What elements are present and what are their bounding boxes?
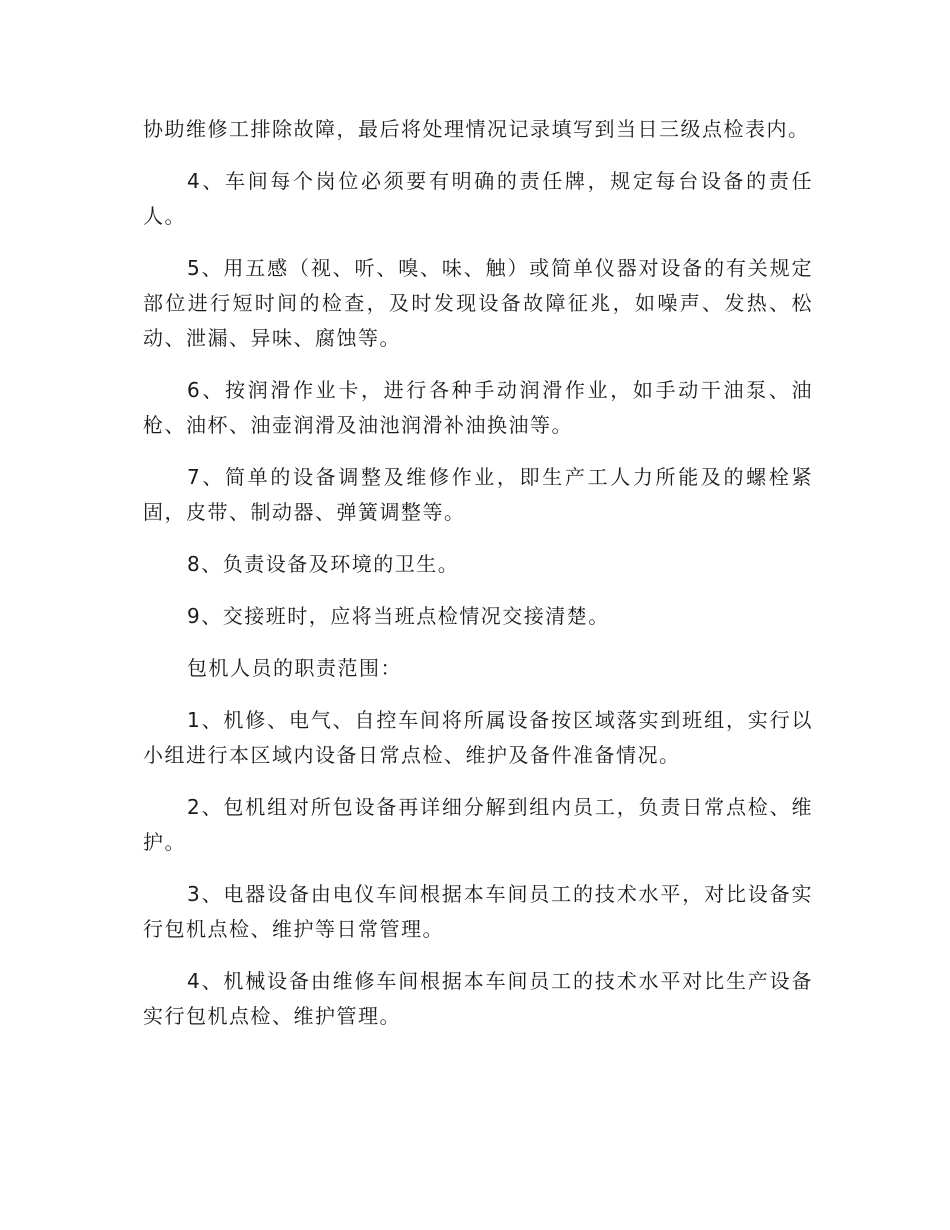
paragraph-item-4-responsibility-sign: 4、车间每个岗位必须要有明确的责任牌，规定每台设备的责任人。: [143, 169, 813, 228]
paragraph-item-8-hygiene: 8、负责设备及环境的卫生。: [187, 552, 460, 576]
paragraph-duty-1-area-assignment: 1、机修、电气、自控车间将所属设备按区域落实到班组，实行以小组进行本区域内设备日常点检、维护及备件准备情况。: [143, 708, 813, 767]
paragraph-item-9-shift-handover: 9、交接班时，应将当班点检情况交接清楚。: [187, 604, 610, 628]
paragraph-duty-3-electrical: 3、电器设备由电仪车间根据本车间员工的技术水平，对比设备实行包机点检、维护等日常管理。: [143, 882, 813, 941]
section-heading-machine-staff-duties: 包机人员的职责范围：: [187, 656, 402, 680]
paragraph-item-5-five-senses-check: 5、用五感（视、听、嗅、味、触）或简单仪器对设备的有关规定部位进行短时间的检查，及时发现设备故障征兆，如噪声、发热、松动、泄漏、异味、腐蚀等。: [143, 256, 813, 350]
paragraph-item-6-lubrication: 6、按润滑作业卡，进行各种手动润滑作业，如手动干油泵、油枪、油杯、油壶润滑及油池润滑补油换油等。: [143, 378, 813, 437]
paragraph-duty-2-group-breakdown: 2、包机组对所包设备再详细分解到组内员工，负责日常点检、维护。: [143, 795, 813, 854]
paragraph-duty-4-mechanical: 4、机械设备由维修车间根据本车间员工的技术水平对比生产设备实行包机点检、维护管理。: [143, 969, 813, 1028]
document-body: [143, 112, 813, 1051]
paragraph-continuation: 协助维修工排除故障，最后将处理情况记录填写到当日三级点检表内。: [143, 117, 810, 141]
paragraph-item-7-adjustment: 7、简单的设备调整及维修作业，即生产工人力所能及的螺栓紧固，皮带、制动器、弹簧调整等。: [143, 465, 813, 524]
